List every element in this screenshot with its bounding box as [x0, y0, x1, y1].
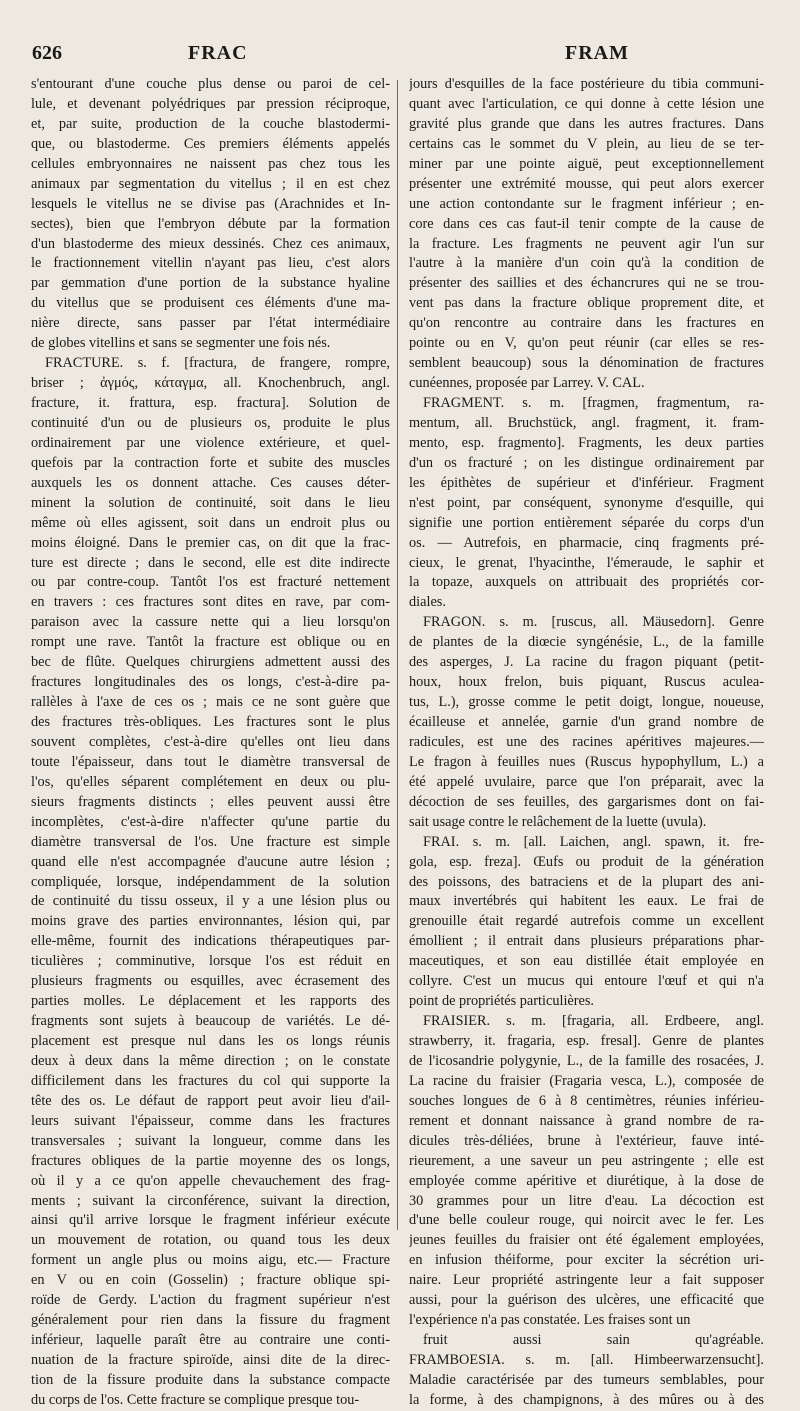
- text-line: où il y a ce qu'on appelle chevauchement des frag-: [31, 1172, 390, 1189]
- text-line: cellules embryonnaires ne naissent pas chez tous les: [31, 155, 390, 172]
- text-line: auxquels les os donnent attache. Ces causes déter-: [31, 474, 390, 491]
- text-line: nière directe, sans passer par l'état intermédiaire: [31, 315, 390, 332]
- text-line: les épithètes de supérieur et d'inférieur. Fragment: [409, 474, 764, 491]
- text-line: toute l'épaisseur, dans tout le diamètre transversal de: [31, 753, 390, 770]
- text-line: ments ; suivant la circonférence, suivant la direction,: [31, 1192, 390, 1209]
- text-line: forment un angle plus ou moins aigu, etc.— Fracture: [31, 1252, 390, 1269]
- text-line: et, par suite, production de la couche blastodermi-: [31, 115, 390, 132]
- text-line: fruit aussi sain qu'agréable.: [423, 1332, 764, 1349]
- text-line: un mouvement de rotation, ou quand tous les deux: [31, 1232, 390, 1249]
- text-line: fractures obliques de la partie moyenne des os longs,: [31, 1152, 390, 1169]
- text-line: dicules très-déliées, brune à l'extérieur, fauve inté-: [409, 1132, 764, 1149]
- text-line: briser ; ἀγμός, κάταγμα, all. Knochenbruch, angl.: [31, 375, 390, 392]
- text-line: lule, et devenant polyédriques par pression réciproque,: [31, 95, 390, 112]
- text-line: la fracture. Les fragments ne peuvent agir l'un sur: [409, 235, 764, 252]
- text-line: sectes), bien que l'embryon débute par la formation: [31, 215, 390, 232]
- left-running-head: FRAC: [188, 42, 248, 64]
- text-line: quant avec l'articulation, ce qui donne à cette lésion une: [409, 95, 764, 112]
- text-line: de plantes de la diœcie syngénésie, L., de la famille: [409, 634, 764, 651]
- text-line: des asperges, J. La racine du fragon piquant (petit-: [409, 654, 764, 671]
- text-line: certains cas le sommet du V plein, au lieu de se ter-: [409, 135, 764, 152]
- text-line: cieux, le grenat, l'hyacinthe, l'émeraude, le saphir et: [409, 554, 764, 571]
- text-line: présenter une extrémité mousse, qui peut alors exercer: [409, 175, 764, 192]
- text-line: fractures longitudinales des os longs, c'est-à-dire pa-: [31, 674, 390, 691]
- text-line: tion de la fissure produite dans la substance compacte: [31, 1371, 390, 1388]
- text-line: l'autre à la manière d'un coin qu'à la condition de: [409, 255, 764, 272]
- text-line: paraison avec la cassure nette qui a lieu lorsqu'on: [31, 614, 390, 631]
- text-line: vent pas dans la fracture oblique proprement dite, et: [409, 295, 764, 312]
- text-line: miner par une pointe aiguë, peut exceptionnellement: [409, 155, 764, 172]
- text-line: sieurs fragments distincts ; elles peuvent aussi être: [31, 793, 390, 810]
- text-line: une action contondante sur le fragment inférieur ; en-: [409, 195, 764, 212]
- text-line: radicules, est une des racines apéritives majeures.—: [409, 733, 764, 750]
- text-line: FRAI. s. m. [all. Laichen, angl. spawn, it. fre-: [423, 833, 764, 850]
- text-line: sait usage contre le relâchement de la luette (uvula).: [409, 813, 707, 830]
- text-line: transversales ; suivant la longueur, comme dans les: [31, 1132, 390, 1149]
- text-line: jours d'esquilles de la face postérieure du tibia communi-: [409, 76, 764, 92]
- text-line: de globes vitellins et sans se segmenter une fois nés.: [31, 335, 331, 352]
- text-line: de l'icosandrie polygynie, L., de la famille des rosacées, J.: [409, 1052, 764, 1069]
- text-line: nuation de la fracture spiroïde, ainsi dite de la direc-: [31, 1352, 390, 1368]
- text-line: tus, L.), grosse comme le petit doigt, longue, noueuse,: [409, 694, 764, 711]
- text-line: jeunes feuilles du fraisier ont été également employées,: [409, 1232, 764, 1249]
- text-line: quand elle n'est accompagnée d'aucune autre lésion ;: [31, 853, 390, 870]
- text-line: lesquels le vitellus ne se divise pas (Arachnides et In-: [31, 195, 390, 212]
- text-line: par gemmation d'une portion de la substance hyaline: [31, 275, 390, 292]
- text-line: minent la solution de continuité, soit dans le lieu: [31, 494, 390, 511]
- text-line: strawberry, it. fragaria, esp. fresal]. Genre de plantes: [409, 1033, 764, 1049]
- text-line: elle-même, fournit des indications thérapeutiques par-: [31, 933, 390, 950]
- page-number: 626: [32, 42, 62, 64]
- text-line: ticulières ; comminutive, lorsque l'os est réduit en: [31, 953, 390, 970]
- text-line: FRAGON. s. m. [ruscus, all. Mäusedorn]. Genre: [423, 614, 764, 631]
- text-line: diales.: [409, 594, 446, 611]
- text-line: des fractures très-obliques. Les fractures sont le plus: [31, 714, 390, 730]
- text-line: tête des os. Le défaut de rapport peut avoir lieu d'ail-: [31, 1092, 390, 1109]
- text-line: gravité plus grande que dans les autres fractures. Dans: [409, 115, 764, 132]
- text-line: souvent complètes, c'est-à-dire qu'elles ont lieu dans: [31, 733, 390, 750]
- text-line: naire. Leur propriété astringente leur a fait supposer: [409, 1272, 764, 1289]
- text-line: FRAMBOESIA. s. m. [all. Himbeerwarzensucht].: [409, 1352, 764, 1368]
- text-line: leurs suivant l'épaisseur, comme dans les fractures: [31, 1112, 390, 1129]
- text-line: en travers : ces fractures sont dites en rave, par com-: [31, 594, 390, 611]
- text-line: point de propriétés particulières.: [409, 993, 595, 1010]
- text-line: en V ou en coin (Gosselin) ; fracture oblique spi-: [31, 1272, 390, 1289]
- right-column: [409, 75, 764, 1411]
- text-line: compliquée, lorsque, indépendamment de la solution: [31, 873, 390, 890]
- text-line: ainsi qu'il arrive lorsque le fragment inférieur exécute: [31, 1212, 390, 1229]
- text-line: FRAISIER. s. m. [fragaria, all. Erdbeere, angl.: [423, 1013, 764, 1030]
- column-divider: [397, 80, 398, 1230]
- text-line: placement est presque nul dans les os longs réunis: [31, 1033, 390, 1049]
- text-line: continuité d'un ou de plusieurs os, produite le plus: [31, 414, 390, 431]
- text-line: collyre. C'est un mucus qui entoure l'œuf et qui n'a: [409, 973, 764, 990]
- text-line: core dans ces cas faut-il tenir compte de la cause de: [409, 215, 764, 232]
- text-line: d'une belle couleur rouge, qui noircit avec le fer. Les: [409, 1212, 764, 1229]
- text-line: mentum, all. Bruchstück, angl. fragment, it. fram-: [409, 414, 764, 431]
- text-line: roïde de Gerdy. L'action du fragment supérieur n'est: [31, 1292, 390, 1309]
- right-running-head: FRAM: [565, 42, 629, 64]
- text-line: parties molles. Le déplacement et les rapports des: [31, 993, 390, 1010]
- text-line: houx, houx frelon, buis piquant, Ruscus aculea-: [409, 674, 764, 691]
- text-line: ture est directe ; dans le second, elle est dite indirecte: [31, 554, 390, 571]
- text-line: deux à deux dans la même direction ; on le constate: [31, 1052, 390, 1069]
- text-line: présenter des saillies et des échancrures qui ne se trou-: [409, 275, 764, 292]
- text-line: la forme, à des champignons, à des mûres ou à des: [409, 1391, 764, 1408]
- text-line: été appelé uvulaire, parce que l'on préparait, avec la: [409, 773, 764, 790]
- text-line: écailleuse et annelée, garnie d'un grand nombre de: [409, 714, 764, 730]
- text-line: rompt une rave. Tantôt la fracture est oblique ou en: [31, 634, 390, 651]
- text-line: diamètre transversal de l'os. Une fracture est simple: [31, 833, 390, 850]
- text-line: gola, esp. freza]. Œufs ou produit de la génération: [409, 853, 764, 870]
- text-line: n'est point, par conséquent, synonyme d'esquille, qui: [409, 494, 764, 511]
- text-line: ou par contre-coup. Tantôt l'os est fracturé nettement: [31, 574, 390, 591]
- text-line: s'entourant d'une couche plus dense ou paroi de cel-: [31, 76, 390, 92]
- text-line: de continuité du tissu osseux, il y a une lésion plus ou: [31, 893, 390, 910]
- text-line: mento, esp. fragmento]. Fragments, les deux parties: [409, 434, 764, 451]
- text-line: moins grave des parties environnantes, lésion qui, par: [31, 913, 390, 930]
- text-line: l'expérience n'a pas constatée. Les fraises sont un: [409, 1312, 691, 1329]
- text-line: inférieur, laquelle paraît être au contraire une conti-: [31, 1332, 390, 1349]
- text-line: d'un os fracturé ; on les distingue ordinairement par: [409, 454, 764, 471]
- text-line: d'un blastoderme des mieux dessinés. Chez ces animaux,: [31, 235, 390, 252]
- text-line: qu'on rencontre au contraire dans les fractures en: [409, 315, 764, 332]
- text-line: la topaze, auxquels on attribuait des propriétés cor-: [409, 574, 764, 591]
- text-line: pointe ou en V, qu'on peut réunir (car elles se res-: [409, 335, 764, 352]
- text-line: animaux par segmentation du vitellus ; il en est chez: [31, 175, 390, 192]
- text-line: en infusion théiforme, pour exciter la sécrétion uri-: [409, 1252, 764, 1269]
- text-line: moins éloigné. Dans le premier cas, on dit que la frac-: [31, 534, 390, 551]
- text-line: l'os, qu'elles séparent complétement en deux ou plu-: [31, 773, 390, 790]
- text-line: fragments sont sujets à beaucoup de variétés. Le dé-: [31, 1013, 390, 1030]
- text-line: cunéennes, proposée par Larrey. V. CAL.: [409, 375, 645, 392]
- text-line: du vitellus que se produisent ces éléments d'une ma-: [31, 295, 390, 312]
- text-line: semblent beaucoup) sous la dénomination de fractures: [409, 355, 764, 372]
- text-line: quefois par la contraction forte et subite des muscles: [31, 454, 390, 471]
- text-line: os. — Autrefois, en pharmacie, cinq fragments pré-: [409, 534, 764, 551]
- text-line: signifie une portion entièrement séparée du corps d'un: [409, 514, 764, 531]
- text-line: FRACTURE. s. f. [fractura, de frangere, rompre,: [45, 355, 390, 372]
- text-line: bec de flûte. Quelques chirurgiens admettent aussi des: [31, 654, 390, 671]
- text-line: Maladie caractérisée par des tumeurs semblables, pour: [409, 1371, 764, 1388]
- text-line: émollient ; il entrait dans plusieurs préparations phar-: [409, 933, 764, 950]
- text-line: Le fragon à feuilles nues (Ruscus hypophyllum, L.) a: [409, 753, 764, 770]
- text-line: des poissons, des batraciens et de la plupart des ani-: [409, 873, 764, 890]
- text-line: difficilement dans les fractures du col qui supporte la: [31, 1072, 390, 1089]
- text-line: rallèles à l'axe de ces os ; mais ce ne sont guère que: [31, 694, 390, 711]
- text-line: maceutiques, et son eau distillée était employée en: [409, 953, 764, 970]
- text-line: fracture, it. frattura, esp. fractura]. Solution de: [31, 395, 390, 411]
- text-line: rieurement, a une saveur un peu astringente ; elle est: [409, 1152, 764, 1169]
- text-line: rement et donnant naissance à grand nombre de ra-: [409, 1112, 764, 1129]
- text-line: incomplètes, c'est-à-dire n'affecter qu'une partie du: [31, 813, 390, 830]
- text-line: souches longues de 6 à 8 centimètres, réunies inférieu-: [409, 1092, 764, 1109]
- text-line: que, ou blastoderme. Ces premiers éléments appelés: [31, 135, 390, 152]
- text-line: décoction de ses feuilles, des gargarismes dont on fai-: [409, 793, 764, 810]
- text-line: aussi, pour la guérison des ulcères, une efficacité que: [409, 1292, 764, 1309]
- text-line: même où elles agissent, soit dans un endroit plus ou: [31, 514, 390, 531]
- text-line: plusieurs fragments ou esquilles, avec écrasement des: [31, 973, 390, 990]
- text-line: maux invertébrés qui habitent les eaux. Le frai de: [409, 893, 764, 910]
- text-line: du corps de l'os. Cette fracture se complique presque tou-: [31, 1391, 360, 1408]
- left-column: [31, 75, 390, 1411]
- text-line: La racine du fraisier (Fragaria vesca, L.), composée de: [409, 1072, 764, 1089]
- text-line: ordinairement par une violence extérieure, et quel-: [31, 434, 390, 451]
- text-line: grenouille était regardé autrefois comme un excellent: [409, 913, 764, 930]
- text-line: 30 grammes pour un litre d'eau. La décoction est: [409, 1192, 764, 1209]
- text-line: le fractionnement vitellin n'ayant pas lieu, c'est alors: [31, 255, 390, 272]
- page-header: [0, 42, 800, 72]
- text-line: FRAGMENT. s. m. [fragmen, fragmentum, ra-: [423, 395, 764, 411]
- text-line: employée comme apéritive et diurétique, à la dose de: [409, 1172, 764, 1189]
- text-line: généralement pour rien dans la fissure du fragment: [31, 1312, 390, 1329]
